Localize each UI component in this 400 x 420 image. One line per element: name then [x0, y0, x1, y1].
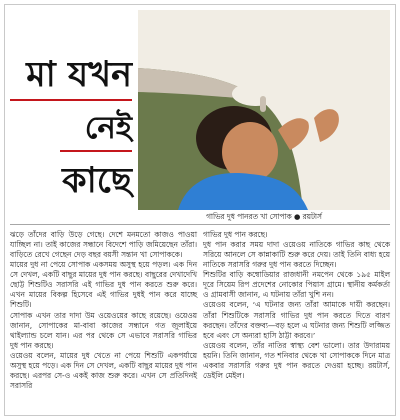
- headline-rule-2: [60, 150, 132, 152]
- paragraph: মায়ের দুধ না পেয়ে সোপাক একসময় অসুস্থ হয়ে পড়ল। এক দিন সে দেখল, একটি বাছুর মায়ের দুধ পান করছে। বাছুরের দেখাদেখি ছোট্ট শিশুটিও সরাসরি এই গাভির দুধ পান করতে শুরু করে। এখন মায়ের বিকল্প হিসেবে এই গাভির দুধই পান করে যাচ্ছে শিশুটি।: [10, 260, 197, 310]
- headline-line-3: কাছে: [62, 161, 132, 201]
- photo-illustration: [138, 10, 390, 210]
- paragraph: দুধ পান করার সময় দাদা ওয়েওয় নাতিকে গাভির কাছ থেকে সরিয়ে আনলে সে কান্নাকাটি শুরু করে দেয়। তাই তিনি বাধ্য হয়ে নাতিকে সরাসরি গরুর দুধ পান করতে দিচ্ছেন।: [203, 240, 390, 270]
- section-divider: [10, 224, 390, 225]
- headline: [10, 55, 132, 201]
- headline-line-1: মা যখন: [26, 55, 132, 95]
- paragraph: ওয়েওয় বলেন, মায়ের দুধ খেতে না পেয়ে শিশুটি একপর্যায়ে অসুস্থ হয়ে পড়ে। এক দিন সে দেখল, একটি বাছুর মায়ের দুধ পান করছে। এরপর সে-ও একই কাজ শুরু করে। এখন সে প্রতিদিনই সরাসরি: [10, 350, 197, 390]
- child-face: [222, 122, 278, 182]
- headline-rule-1: [10, 99, 132, 101]
- article-column-right: [203, 230, 390, 381]
- cow-teat: [260, 96, 266, 112]
- paragraph: গাভির দুধ পান করছে।: [203, 230, 268, 239]
- photo-caption: গাভির দুধ পানরত খা সোপাক ● রয়টার্স: [206, 212, 322, 221]
- paragraph: ঝড়ে তাঁদের বাড়ি উড়ে গেছে। দেশে মনমতো কাজও পাওয়া যাচ্ছিল না। তাই কাজের সন্ধানে বিদেশে পাড়ি জমিয়েছেন তাঁরা। বাড়িতে রেখে গেছেন দেড় বছর বয়সী সন্তান খা সোপাককে।: [10, 230, 197, 260]
- cow-udder: [232, 82, 280, 106]
- headline-line-2: নেই: [84, 110, 132, 146]
- paragraph: শিশুটির বাড়ি কম্বোডিয়ার রাজধানী নমপেন থেকে ১৯৫ মাইল দূরে সিয়েম রিপ প্রদেশের নোকোর পিয়াস গ্রামে। স্থানীয় কর্মকর্তা ও গ্রামবাসী জানান, এ ঘটনায় তাঁরা খুশি নন।: [203, 270, 390, 300]
- article-photo: [138, 10, 390, 210]
- paragraph: ওয়েওয় বলেন, তাঁর নাতির স্বাস্থ্য বেশ ভালো। তার উদারাময় হয়নি। তিনি জানান, গত শনিবার থেকে খা সোপাককে দিনে মাত্র একবার সরাসরি গরুর দুধ পান করতে দেওয়া হচ্ছে। রয়টার্স, ডেইলি মেইল।: [203, 340, 390, 380]
- article-column-left: [10, 230, 197, 391]
- paragraph: ওয়েওয় বলেন, ‘এ ঘটনার জন্য তাঁরা আমাকে দায়ী করছেন। তাঁরা শিশুটিকে সরাসরি গাভির দুধ পান করতে দিতে বারণ করছেন। তাঁদের বক্তব্য—বড় হলে এ ঘটনার জন্য শিশুটি লজ্জিত হবে এবং সে অন্যরা হাসি ঠাট্টা করবে।’: [203, 300, 390, 340]
- paragraph: সোপাক এখন তার দাদা উম ওয়েওয়ের কাছে রয়েছে। ওয়েওয় জানান, সোপাকের মা-বাবা কাজের সন্ধানে গত জুলাইয়ে থাইল্যান্ড চলে যান। এর পর থেকে সে এভাবে সরাসরি গাভির দুধ পান করছে।: [10, 310, 197, 350]
